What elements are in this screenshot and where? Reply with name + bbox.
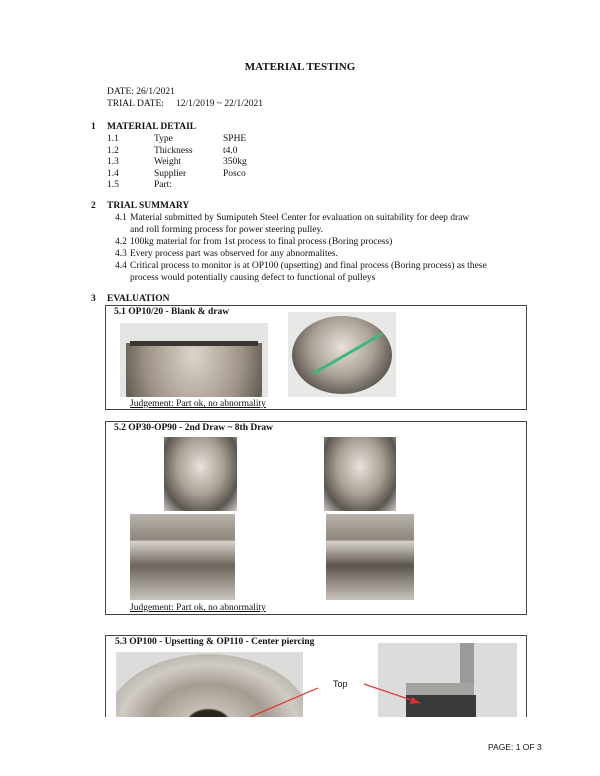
box-title: 5.1 OP10/20 - Blank & draw	[114, 307, 230, 317]
section-3-number: 3	[91, 294, 96, 304]
item-text: Critical process to monitor is at OP100 (upsetting) and final process (Boring process) as these	[130, 261, 487, 271]
item-value: 350kg	[223, 157, 247, 167]
item-num: 1.2	[107, 145, 119, 156]
arrow-head-icon	[410, 697, 420, 704]
photo-8th-draw-section-a	[130, 514, 235, 600]
page-number: PAGE: 1 OF 3	[488, 742, 542, 752]
item-label: Weight	[154, 157, 182, 167]
annotation-label-top: Top	[333, 679, 348, 689]
item-num: 1.4	[107, 168, 119, 179]
photo-8th-draw-section-b	[326, 514, 414, 600]
box-title: 5.2 OP30-OP90 - 2nd Draw ~ 8th Draw	[114, 423, 274, 433]
section-3-title: EVALUATION	[107, 294, 170, 304]
item-num: 4.1	[115, 213, 127, 223]
item-label: Supplier	[154, 168, 187, 179]
trial-date-value: 12/1/2019 ~ 22/1/2021	[176, 99, 263, 109]
trial-date-label: TRIAL DATE:	[107, 99, 164, 109]
item-text: 100kg material for from 1st process to final process (Boring process)	[130, 237, 393, 247]
photo-2nd-draw-b	[324, 437, 396, 511]
item-value: t4.0	[223, 145, 238, 156]
item-text: Every process part was observed for any abnormalites.	[130, 249, 338, 259]
item-text: Material submitted by Sumiputeh Steel Center for evaluation on suitability for deep draw	[130, 213, 470, 223]
section-1-title: MATERIAL DETAIL	[107, 122, 197, 132]
item-num: 1.3	[107, 157, 119, 167]
photo-2nd-draw-a	[164, 437, 237, 511]
item-text: and roll forming process for power steering pulley.	[130, 225, 324, 235]
item-value: SPHE	[223, 134, 247, 144]
item-label: Part:	[154, 180, 172, 190]
annotation-line	[250, 688, 318, 717]
judgement-text: Judgement: Part ok, no abnormality	[130, 399, 266, 409]
item-text: process would potentially causing defect to functional of pulleys	[130, 273, 376, 283]
item-num: 4.2	[115, 237, 127, 247]
item-num: 4.4	[115, 261, 127, 271]
photo-blank-draw-side	[120, 323, 268, 397]
annotation-arrows	[230, 660, 430, 720]
item-label: Type	[154, 134, 173, 144]
item-num: 1.1	[107, 134, 119, 144]
item-num: 4.3	[115, 249, 127, 259]
page-title: MATERIAL TESTING	[244, 61, 356, 73]
section-2-number: 2	[91, 201, 96, 211]
section-1-number: 1	[91, 122, 96, 132]
item-value: Posco	[223, 168, 246, 179]
item-num: 1.5	[107, 180, 119, 190]
box-title: 5.3 OP100 - Upsetting & OP110 - Center piercing	[115, 637, 315, 647]
section-2-title: TRIAL SUMMARY	[107, 201, 190, 211]
date: DATE: 26/1/2021	[107, 87, 175, 97]
item-label: Thickness	[154, 145, 193, 156]
photo-blank-draw-top	[288, 312, 396, 397]
judgement-text: Judgement: Part ok, no abnormality	[130, 603, 266, 613]
